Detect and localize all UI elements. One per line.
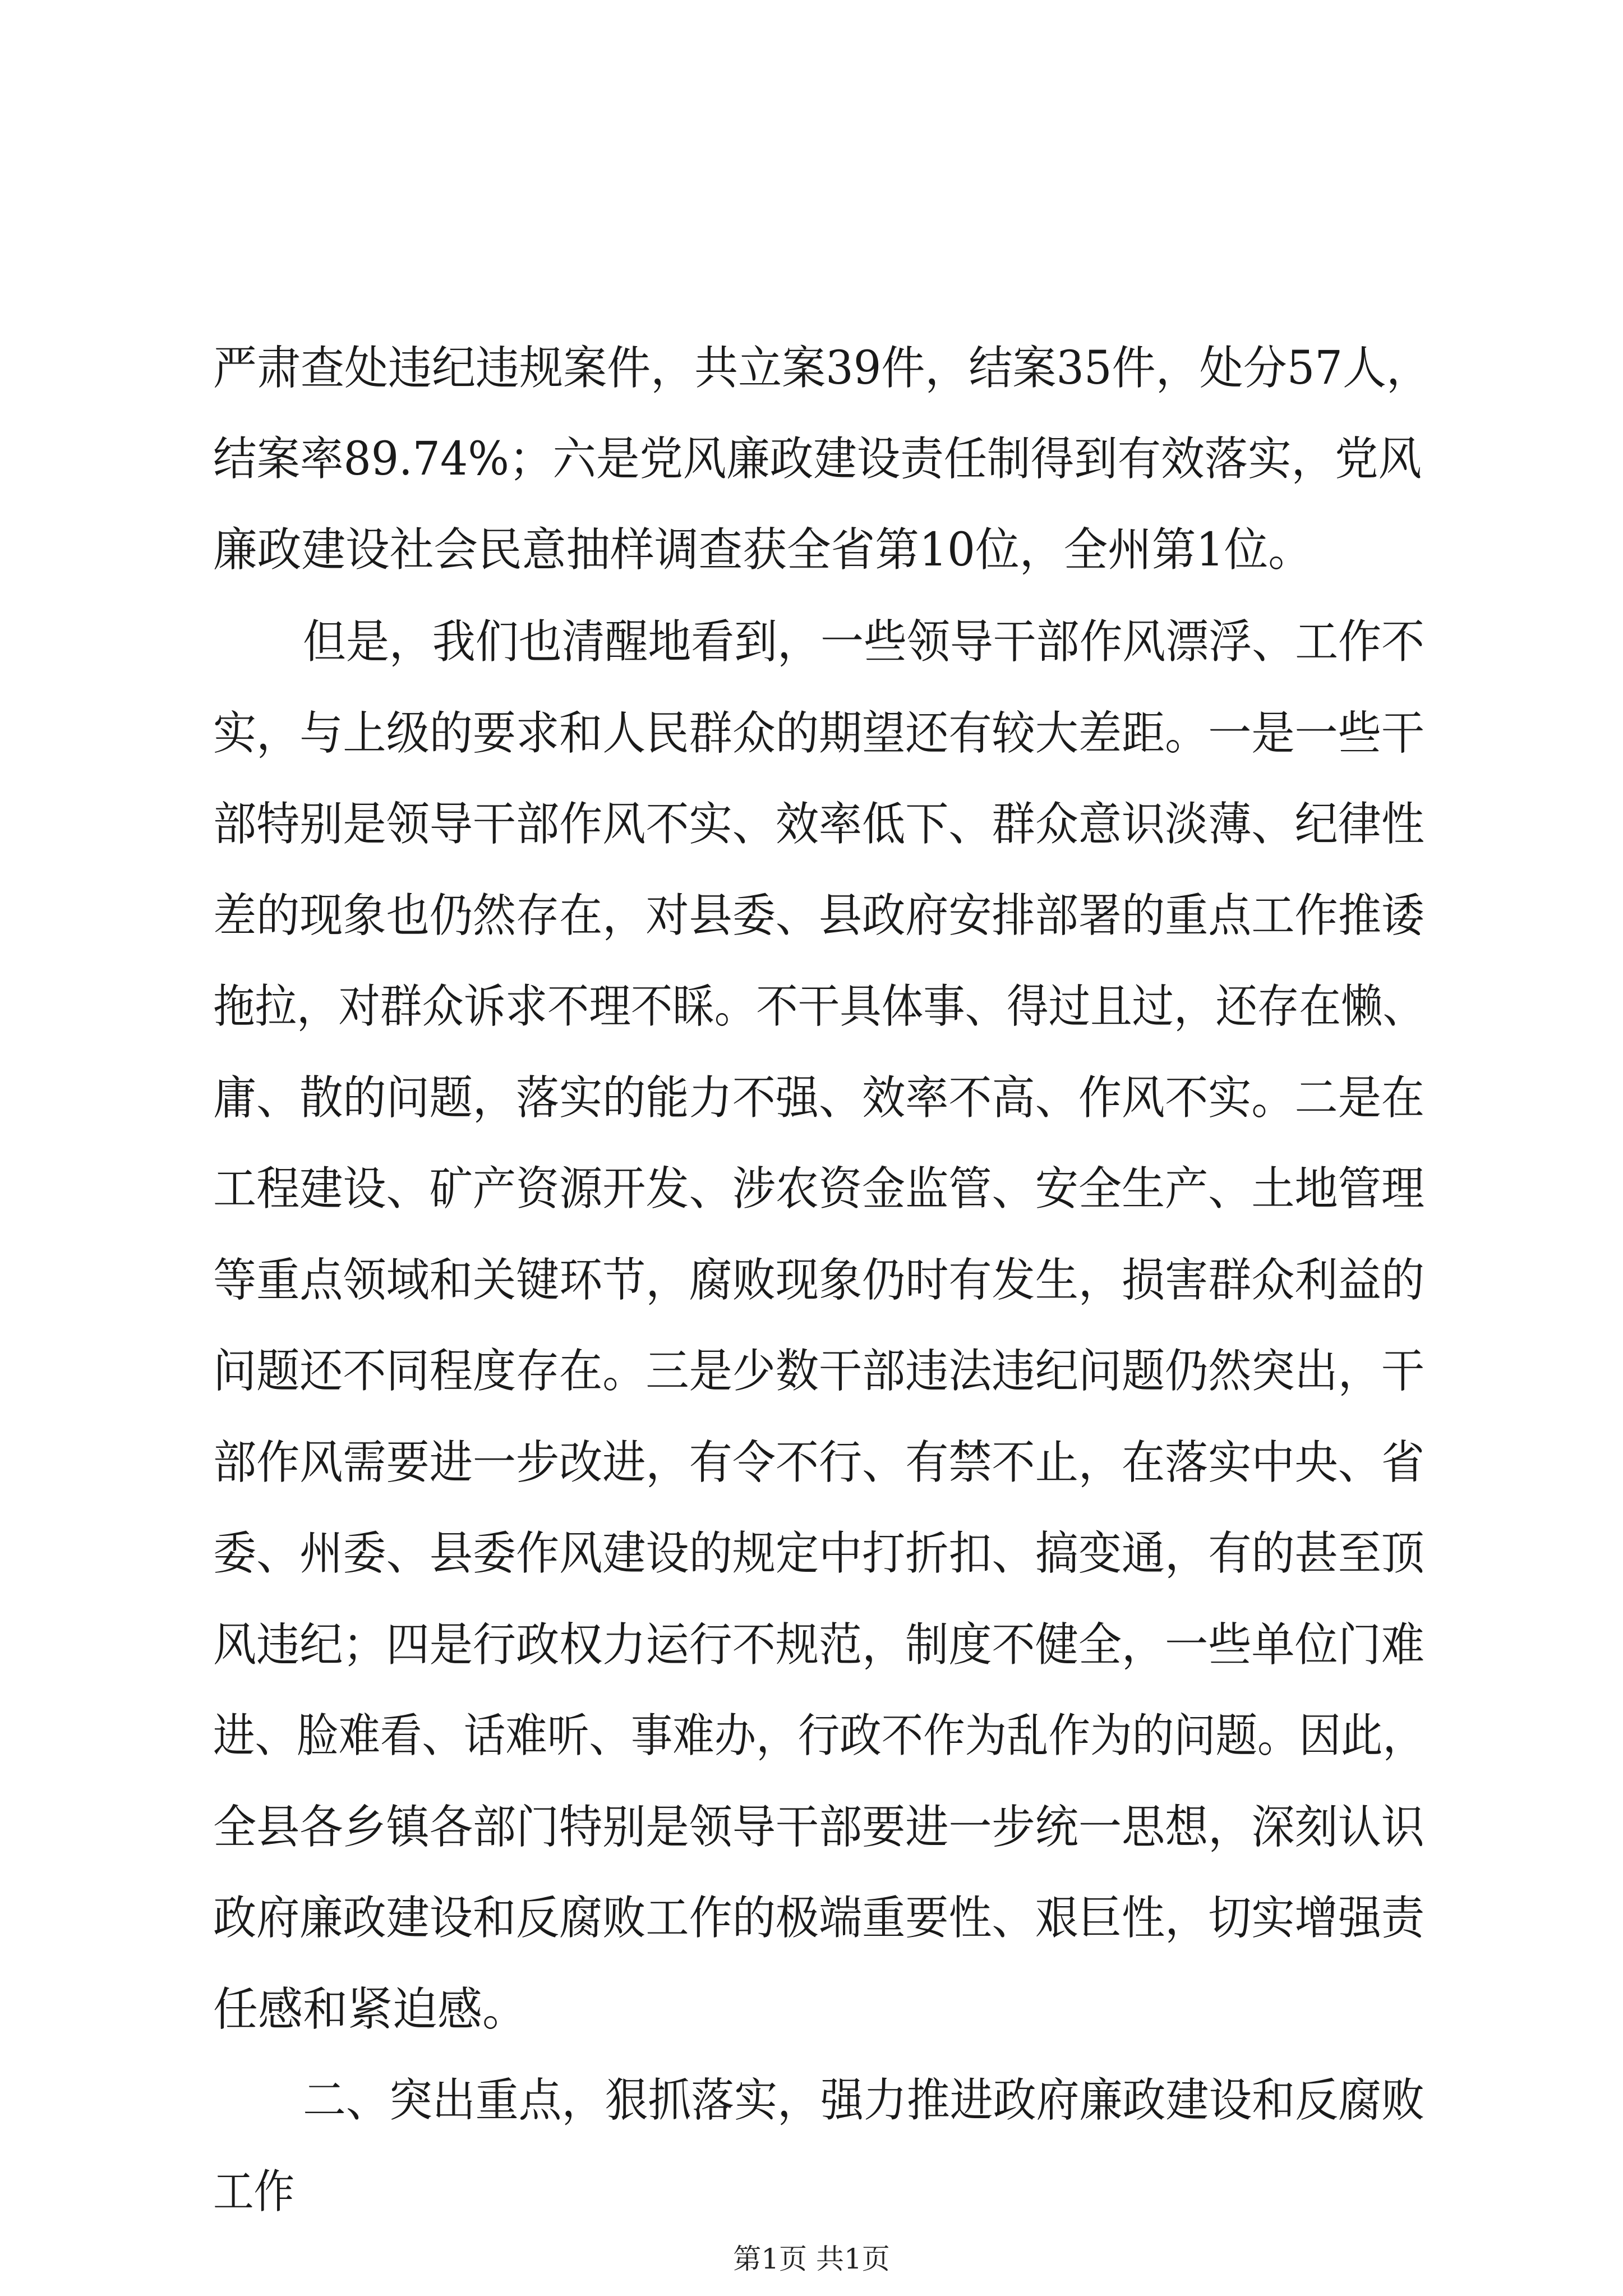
text-line: 严肃查处违纪违规案件，共立案39件，结案35件，处分57人， bbox=[213, 342, 1430, 395]
text-line: 进、脸难看、话难听、事难办，行政不作为乱作为的问题。因此， bbox=[213, 1709, 1424, 1763]
text-line: 廉政建设社会民意抽样调查获全省第10位，全州第1位。 bbox=[213, 523, 1312, 577]
text-line: 差的现象也仍然存在，对县委、县政府安排部署的重点工作推诿 bbox=[213, 889, 1424, 942]
text-line: 部特别是领导干部作风不实、效率低下、群众意识淡薄、纪律性 bbox=[213, 798, 1424, 851]
section-heading: 工作 bbox=[213, 2165, 294, 2219]
text-line: 全县各乡镇各部门特别是领导干部要进一步统一思想，深刻认识 bbox=[213, 1801, 1426, 1854]
text-line: 问题还不同程度存在。三是少数干部违法违纪问题仍然突出，干 bbox=[213, 1345, 1424, 1398]
text-line: 但是，我们也清醒地看到，一些领导干部作风漂浮、工作不 bbox=[303, 615, 1424, 669]
text-line: 结案率89.74%；六是党风廉政建设责任制得到有效落实，党风 bbox=[213, 432, 1422, 486]
text-line: 工程建设、矿产资源开发、涉农资金监管、安全生产、土地管理 bbox=[213, 1162, 1424, 1216]
text-line: 庸、散的问题，落实的能力不强、效率不高、作风不实。二是在 bbox=[213, 1071, 1424, 1125]
text-line: 任感和紧迫感。 bbox=[213, 1983, 527, 2036]
text-line: 等重点领域和关键环节，腐败现象仍时有发生，损害群众利益的 bbox=[213, 1254, 1424, 1307]
text-line: 部作风需要进一步改进，有令不行、有禁不止，在落实中央、省 bbox=[213, 1436, 1424, 1489]
text-line: 拖拉，对群众诉求不理不睬。不干具体事、得过且过，还存在懒、 bbox=[213, 980, 1424, 1033]
text-line: 委、州委、县委作风建设的规定中打折扣、搞变通，有的甚至顶 bbox=[213, 1527, 1425, 1580]
text-line: 风违纪；四是行政权力运行不规范，制度不健全，一些单位门难 bbox=[213, 1618, 1424, 1672]
body-text bbox=[213, 342, 1430, 2219]
text-line: 政府廉政建设和反腐败工作的极端重要性、艰巨性，切实增强责 bbox=[213, 1892, 1427, 1945]
page-footer: 第1页 共1页 bbox=[733, 2243, 890, 2275]
text-line: 实，与上级的要求和人民群众的期望还有较大差距。一是一些干 bbox=[213, 707, 1424, 760]
section-heading: 二、突出重点，狠抓落实，强力推进政府廉政建设和反腐败 bbox=[303, 2074, 1424, 2127]
